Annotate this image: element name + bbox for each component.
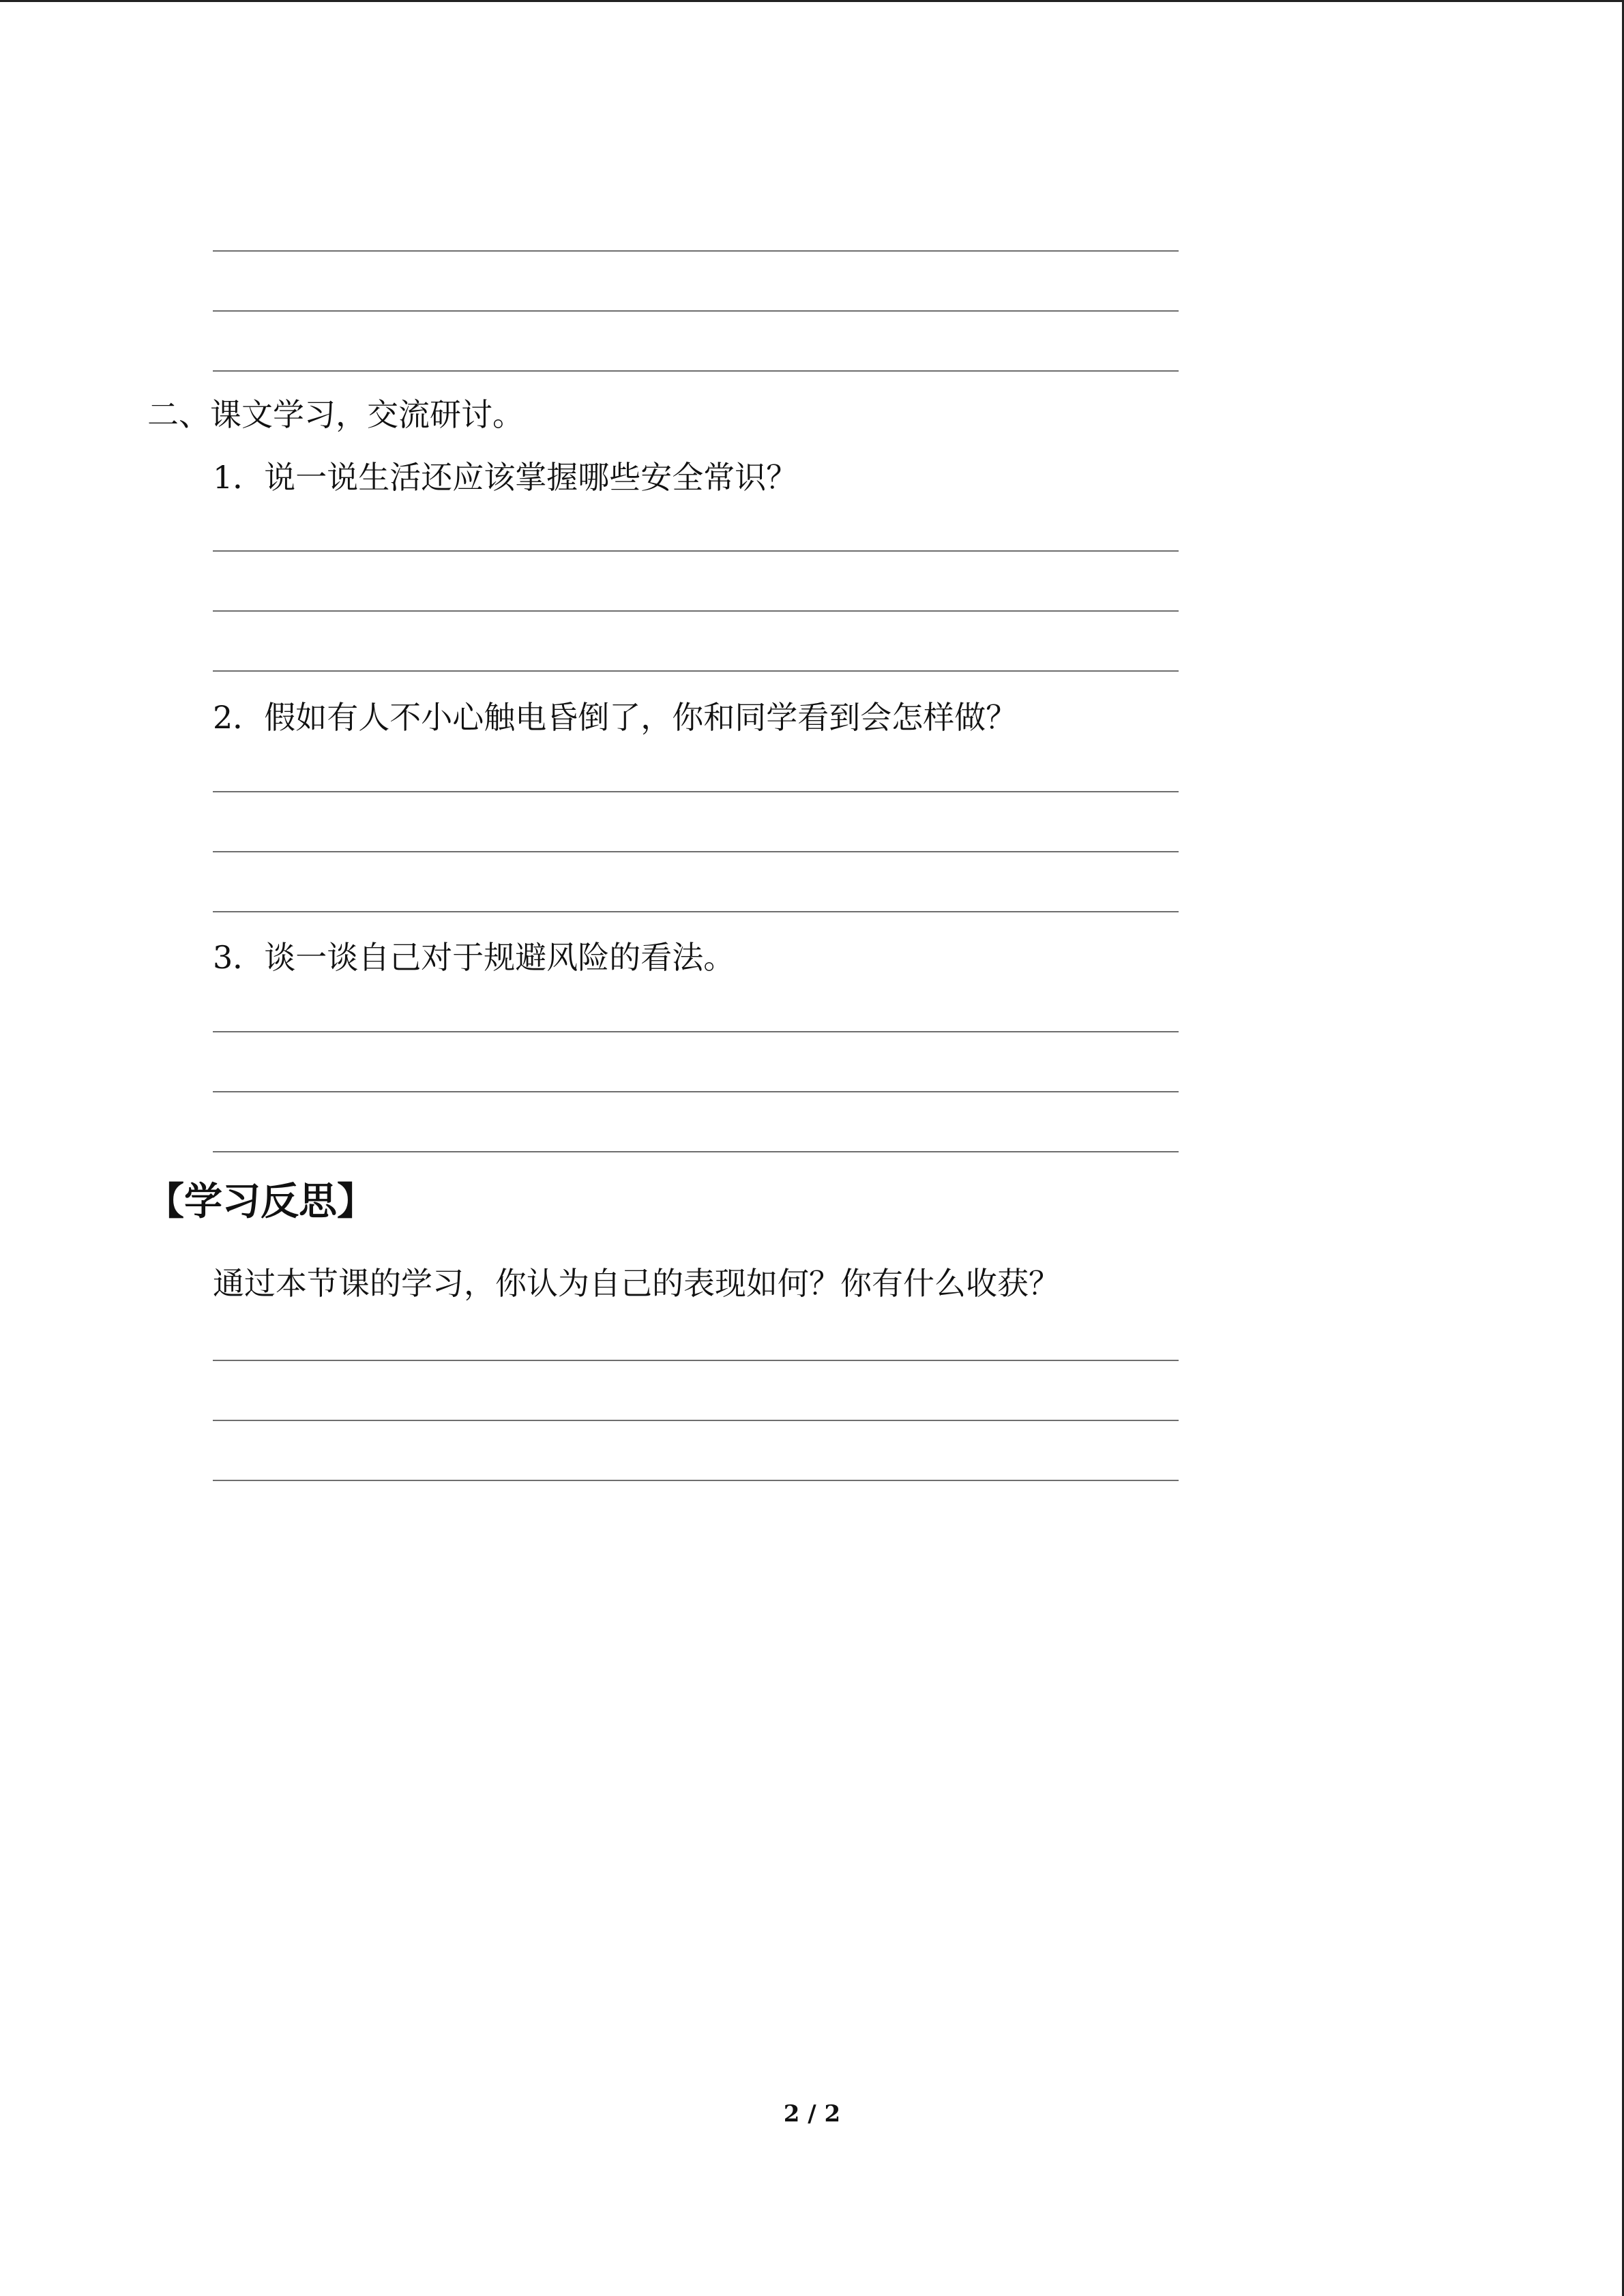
answer-line[interactable] [213, 550, 1179, 552]
answer-line[interactable] [213, 1480, 1179, 1481]
answer-line[interactable] [213, 1420, 1179, 1421]
answer-line[interactable] [213, 791, 1179, 792]
page-number: 2 / 2 [783, 2100, 841, 2128]
reflection-heading: 【学习反思】 [146, 1179, 375, 1224]
section-heading: 二、课文学习，交流研讨。 [147, 396, 524, 433]
answer-line[interactable] [213, 250, 1179, 252]
question-1: 1．说一说生活还应该掌握哪些安全常识？ [213, 459, 798, 496]
page-border-top [0, 0, 1624, 2]
question-3: 3．谈一谈自己对于规避风险的看法。 [213, 939, 735, 976]
answer-line[interactable] [213, 670, 1179, 672]
answer-line[interactable] [213, 1031, 1179, 1032]
answer-line[interactable] [213, 610, 1179, 612]
answer-line[interactable] [213, 1151, 1179, 1152]
answer-line[interactable] [213, 1091, 1179, 1092]
answer-line[interactable] [213, 310, 1179, 312]
answer-line[interactable] [213, 1360, 1179, 1361]
answer-line[interactable] [213, 911, 1179, 912]
reflection-prompt: 通过本节课的学习，你认为自己的表现如何？你有什么收获？ [213, 1265, 1060, 1302]
question-2: 2．假如有人不小心触电昏倒了，你和同学看到会怎样做？ [213, 699, 1018, 736]
answer-line[interactable] [213, 370, 1179, 372]
answer-line[interactable] [213, 851, 1179, 852]
